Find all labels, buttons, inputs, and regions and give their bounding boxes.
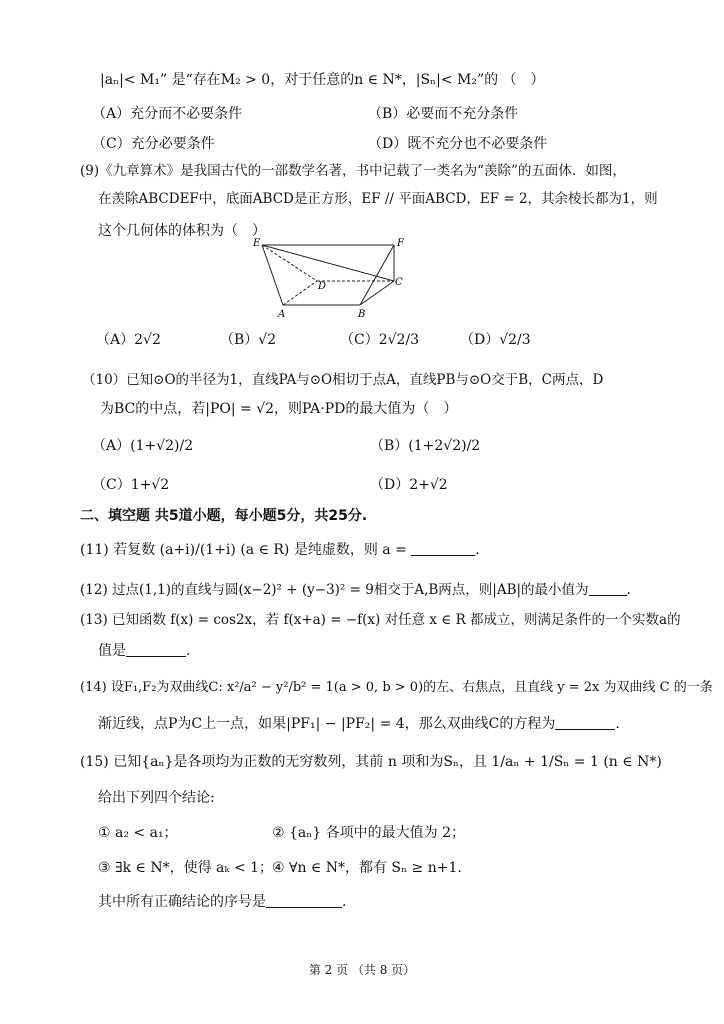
q12-text: (12) 过点(1,1)的直线与圆(x−2)² + (y−3)² = 9相交于A,B两点，则|AB|的最小值为	[80, 582, 589, 598]
figure-label-b: B	[358, 309, 366, 320]
q15-conclusion-3: ③ ∃k ∈ N*，使得 aₖ < 1；	[98, 860, 274, 876]
page-footer: 第 2 页 （共 8 页）	[308, 963, 416, 977]
q15-line-3: 其中所有正确结论的序号是 .	[98, 894, 347, 910]
q8-option-d: （D）既不充分也不必要条件	[368, 136, 548, 152]
q8-stem: |aₙ|< M₁” 是“存在M₂ > 0，对于任意的n ∈ N*，|Sₙ|< M₂”的 （ ）	[100, 72, 545, 88]
q15-conclusion-2: ② {aₙ} 各项中的最大值为 2；	[272, 825, 466, 841]
q15-conclusion-4: ④ ∀n ∈ N*，都有 Sₙ ≥ n+1.	[272, 860, 462, 876]
q12-answer-blank[interactable]	[589, 581, 627, 596]
q10-option-b: （B）(1+2√2)/2	[370, 438, 481, 454]
q10-line-1: （10）已知⊙O的半径为1，直线PA与⊙O相切于点A，直线PB与⊙O交于B，C两点，D	[82, 372, 604, 388]
q9-option-a: （A）2√2	[96, 332, 161, 348]
q8-option-a: （A）充分而不必要条件	[92, 106, 243, 122]
q9-option-c: （C）2√2/3	[340, 332, 420, 348]
q11-text: (11) 若复数 (a+i)/(1+i) (a ∈ R) 是纯虚数，则 a =	[80, 542, 407, 558]
q15-answer-blank[interactable]	[266, 893, 342, 908]
q15-line-2: 给出下列四个结论:	[98, 790, 215, 806]
q13-answer-blank[interactable]	[126, 642, 186, 657]
q9-option-d: （D）√2/3	[460, 332, 531, 348]
q9-solid-figure	[248, 234, 408, 324]
q9-option-b: （B）√2	[220, 332, 277, 348]
figure-label-e: E	[253, 238, 261, 249]
figure-label-d: D	[318, 281, 327, 292]
figure-label-a: A	[278, 309, 286, 320]
section-2-title: 二、填空题 共5道小题，每小题5分，共25分.	[80, 508, 368, 524]
q10-line-2: 为BC的中点，若|PO| = √2，则PA·PD的最大值为（ ）	[100, 401, 458, 417]
q10-option-c: （C）1+√2	[92, 477, 170, 493]
q9-line-3: 这个几何体的体积为（ ）	[98, 223, 266, 239]
q13-line-2: 值是 .	[98, 643, 191, 659]
q14-line-2: 渐近线，点P为C上一点，如果|PF₁| − |PF₂| = 4，那么双曲线C的方程为 .	[98, 716, 620, 732]
q8-option-c: （C）充分必要条件	[92, 136, 215, 152]
q9-line-1: (9)《九章算术》是我国古代的一部数学名著，书中记载了一类名为“羡除”的五面体．如图，	[80, 163, 626, 179]
q10-option-a: （A）(1+√2)/2	[92, 438, 194, 454]
q11-answer-blank[interactable]	[411, 541, 475, 556]
q15-conclusion-1: ① a₂ < a₁；	[98, 825, 178, 841]
q14-line-1: (14) 设F₁,F₂为双曲线C: x²/a² − y²/b² = 1(a > 0, b > 0)的左、右焦点，且直线 y = 2x 为双曲线 C 的一条	[80, 680, 713, 695]
q11-line: (11) 若复数 (a+i)/(1+i) (a ∈ R) 是纯虚数，则 a = .	[80, 542, 480, 558]
q13-line-1: (13) 已知函数 f(x) = cos2x，若 f(x+a) = −f(x) 对任意 x ∈ R 都成立，则满足条件的一个实数a的	[80, 612, 681, 628]
figure-label-c: C	[395, 277, 403, 288]
q15-line-1: (15) 已知{aₙ}是各项均为正数的无穷数列，其前 n 项和为Sₙ，且 1/aₙ + 1/Sₙ = 1 (n ∈ N*)	[80, 754, 662, 770]
q12-line: (12) 过点(1,1)的直线与圆(x−2)² + (y−3)² = 9相交于A,B两点，则|AB|的最小值为 .	[80, 582, 631, 598]
q10-option-d: （D）2+√2	[370, 477, 448, 493]
figure-label-f: F	[397, 238, 404, 249]
q9-line-2: 在羡除ABCDEF中，底面ABCD是正方形，EF // 平面ABCD，EF = 2，其余棱长都为1，则	[98, 191, 658, 207]
q8-option-b: （B）必要而不充分条件	[368, 106, 519, 122]
q14-answer-blank[interactable]	[555, 715, 615, 730]
